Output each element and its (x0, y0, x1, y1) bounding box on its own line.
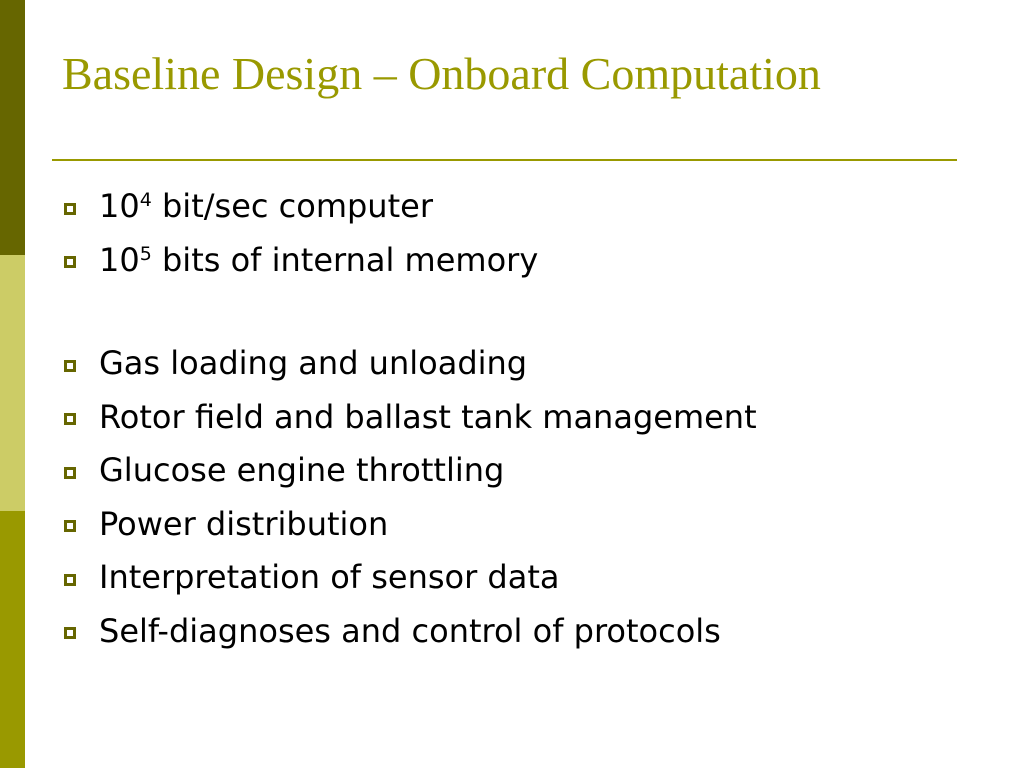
bullet-item (64, 551, 757, 605)
bullet-item (64, 391, 757, 445)
title-divider (52, 159, 957, 161)
side-bar-top-stripe (0, 0, 25, 255)
bullet-item (64, 605, 757, 659)
bullet-item (64, 234, 757, 288)
bullet-item (64, 337, 757, 391)
exponent: 4 (139, 189, 152, 211)
side-bar-bottom-stripe (0, 511, 25, 768)
exponent: 5 (139, 242, 152, 265)
bullet-item (64, 444, 757, 498)
bullet-text: Self-diagnoses and control of protocols (99, 611, 721, 650)
bullet-text: Power distribution (99, 504, 389, 543)
bullet-item (64, 498, 757, 552)
square-bullet-icon (64, 520, 76, 532)
bullet-text: Gas loading and unloading (99, 344, 528, 382)
bullet-spacer (64, 287, 757, 337)
square-bullet-icon (64, 256, 76, 268)
bullet-item (64, 180, 757, 234)
bullet-text: $10^5$ bits of internal memory (99, 240, 539, 279)
square-bullet-icon (64, 627, 76, 639)
bullet-text: $10^4$ bit/sec computer (99, 187, 433, 225)
square-bullet-icon (64, 467, 76, 479)
bullet-list (64, 180, 757, 658)
square-bullet-icon (64, 203, 76, 215)
bullet-text: Interpretation of sensor data (99, 558, 560, 596)
bullet-text: Rotor field and ballast tank management (99, 397, 757, 436)
slide-title: Baseline Design – Onboard Computation (62, 48, 821, 99)
bullet-text: Glucose engine throttling (99, 451, 505, 489)
square-bullet-icon (64, 360, 76, 372)
side-bar-middle-stripe (0, 255, 25, 511)
square-bullet-icon (64, 413, 76, 425)
square-bullet-icon (64, 574, 76, 586)
